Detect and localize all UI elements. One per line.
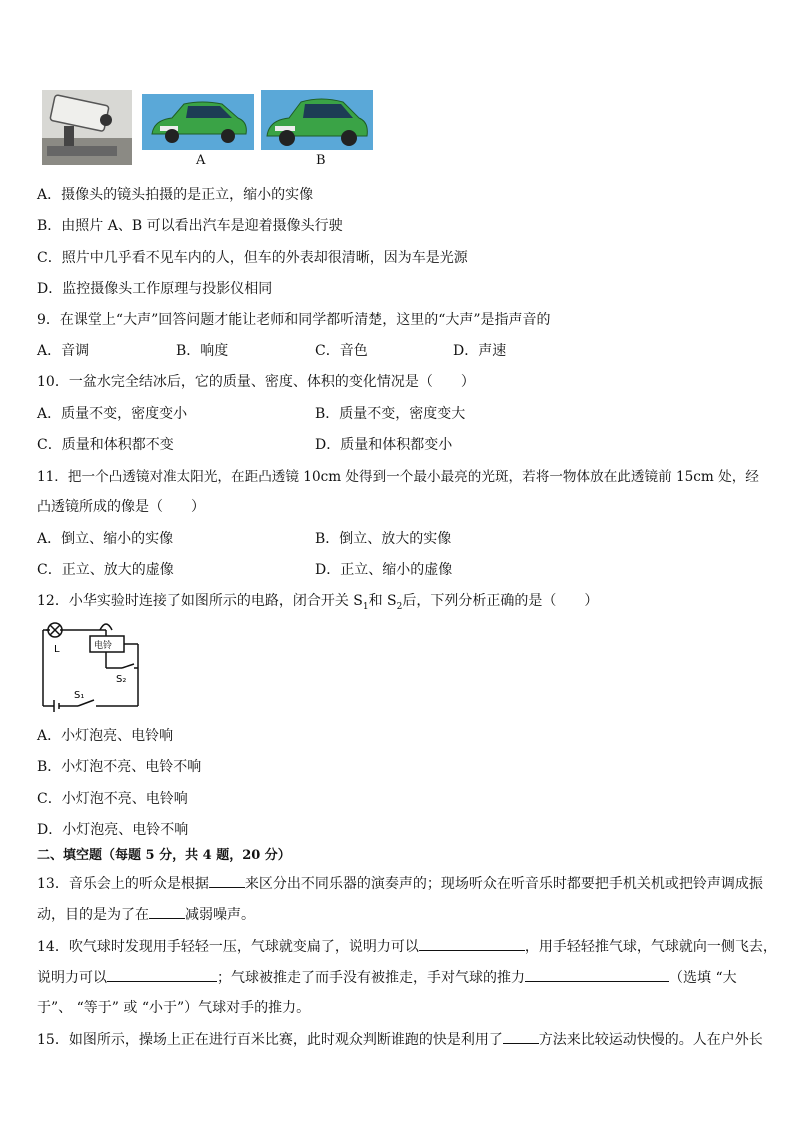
q15-line1: 15．如图所示，操场上正在进行百米比赛，此时观众判断谁跑的快是利用了 方法来比较运动快慢的。人在户外长 bbox=[37, 1029, 763, 1050]
q14-blank-2[interactable] bbox=[107, 967, 217, 982]
q10-option-b: B．质量不变，密度变大 bbox=[315, 406, 466, 422]
circuit-label-s1: S₁ bbox=[74, 690, 85, 701]
q14-blank-1[interactable] bbox=[419, 936, 525, 951]
car-photo-b bbox=[261, 90, 373, 150]
circuit-label-s2: S₂ bbox=[116, 674, 127, 685]
q14-blank-3[interactable] bbox=[525, 967, 669, 982]
q12-stem: 12．小华实验时连接了如图所示的电路，闭合开关 $S_1$和 $S_2$后，下列分析正确的是（ ） bbox=[37, 593, 599, 612]
q12-option-d: D．小灯泡亮、电铃不响 bbox=[37, 822, 189, 838]
q11-stem-line1: 11．把一个凸透镜对准太阳光，在距凸透镜 10cm 处得到一个最小最亮的光斑，若将一物体放在此透镜前 15cm 处，经 bbox=[37, 469, 759, 485]
figure-caption-b: B bbox=[316, 153, 326, 168]
q8-option-c: C．照片中几乎看不见车内的人，但车的外表却很清晰，因为车是光源 bbox=[37, 250, 468, 266]
q8-option-b: B．由照片 A、B 可以看出汽车是迎着摄像头行驶 bbox=[37, 218, 343, 234]
figure-caption-a: A bbox=[196, 153, 206, 168]
surveillance-camera-photo bbox=[42, 90, 132, 165]
q8-option-a: A．摄像头的镜头拍摄的是正立，缩小的实像 bbox=[37, 187, 314, 203]
q14-line1: 14．吹气球时发现用手轻轻一压，气球就变扁了，说明力可以 ，用手轻轻推气球，气球就向一侧飞去， bbox=[37, 936, 777, 957]
q9-option-c: C．音色 bbox=[315, 343, 368, 359]
q11-option-d: D．正立、缩小的虚像 bbox=[315, 562, 453, 578]
q11-option-c: C．正立、放大的虚像 bbox=[37, 562, 174, 578]
q12-option-c: C．小灯泡不亮、电铃响 bbox=[37, 791, 188, 807]
q9-option-d: D．声速 bbox=[453, 343, 507, 359]
q14-line2: 说明力可以 ；气球被推走了而手没有被推走，手对气球的推力 （选填 “大 bbox=[37, 967, 737, 988]
q11-option-b: B．倒立、放大的实像 bbox=[315, 531, 452, 547]
q13-blank-2[interactable] bbox=[149, 904, 185, 919]
q10-stem: 10．一盆水完全结冰后，它的质量、密度、体积的变化情况是（ ） bbox=[37, 374, 475, 390]
q13-blank-1[interactable] bbox=[209, 873, 245, 888]
q9-option-b: B．响度 bbox=[176, 343, 229, 359]
q14-line3: 于”、 “等于” 或 “小于”）气球对手的推力。 bbox=[37, 1000, 311, 1016]
q9-stem: 9．在课堂上“大声”回答问题才能让老师和同学都听清楚，这里的“大声”是指声音的 bbox=[37, 312, 551, 328]
q9-option-a: A．音调 bbox=[37, 343, 90, 359]
q10-option-a: A．质量不变，密度变小 bbox=[37, 406, 188, 422]
q13-line2: 动，目的是为了在 减弱噪声。 bbox=[37, 904, 255, 925]
section2-heading: 二、填空题（每题 5 分，共 4 题，20 分） bbox=[37, 848, 291, 863]
circuit-label-bell: 电铃 bbox=[94, 641, 113, 651]
q11-option-a: A．倒立、缩小的实像 bbox=[37, 531, 174, 547]
q12-option-a: A．小灯泡亮、电铃响 bbox=[37, 728, 174, 744]
q10-option-c: C．质量和体积都不变 bbox=[37, 437, 174, 453]
q12-option-b: B．小灯泡不亮、电铃不响 bbox=[37, 759, 202, 775]
car-photo-a bbox=[142, 94, 254, 150]
circuit-diagram bbox=[38, 618, 144, 718]
q15-blank-1[interactable] bbox=[503, 1029, 539, 1044]
q11-stem-line2: 凸透镜所成的像是（ ） bbox=[37, 499, 205, 515]
q13-line1: 13．音乐会上的听众是根据 来区分出不同乐器的演奏声的；现场听众在听音乐时都要把手机关机或把铃声调成振 bbox=[37, 873, 763, 894]
q10-option-d: D．质量和体积都变小 bbox=[315, 437, 453, 453]
q8-option-d: D．监控摄像头工作原理与投影仪相同 bbox=[37, 281, 273, 297]
circuit-label-lamp: L bbox=[54, 644, 60, 655]
